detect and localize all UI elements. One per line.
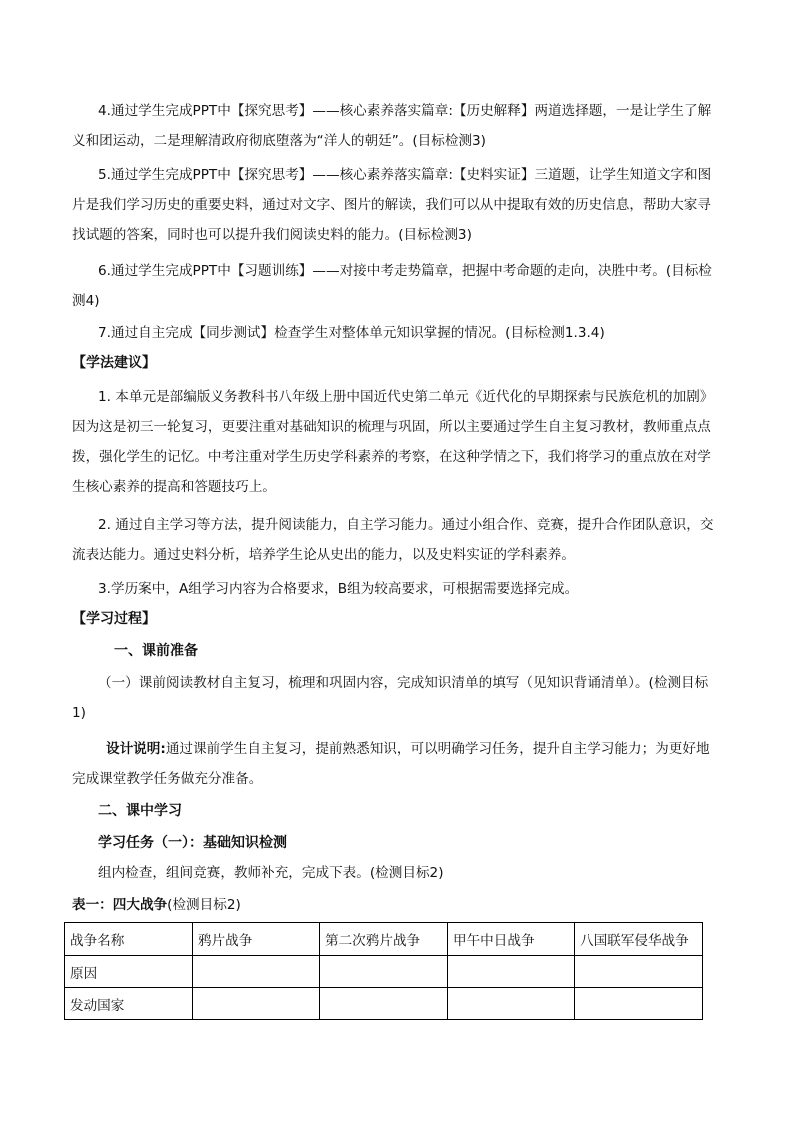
header-cell: 甲午中日战争 xyxy=(448,923,575,956)
learning-process-heading: 【学习过程】 xyxy=(72,611,156,627)
table-caption-title: 表一：四大战争 xyxy=(72,897,168,913)
header-cell: 战争名称 xyxy=(65,923,193,956)
blank-answer-cell[interactable] xyxy=(448,988,575,1020)
paragraph-objective-5: 5.通过学生完成PPT中【探究思考】——核心素养落实篇章:【史料实证】三道题，让学生知道文字和图片是我们学习历史的重要史料，通过对文字、图片的解读，我们可以从中提取有效的历史信息，帮助大家寻找试题的答案，同时也可以提升我们阅读史料的能力。(目标检测3) xyxy=(72,167,712,243)
paragraph-objective-6: 6.通过学生完成PPT中【习题训练】——对接中考走势篇章，把握中考命题的走向，决胜中考。(目标检测4) xyxy=(72,263,712,309)
table-caption xyxy=(72,890,241,920)
section-pre-class-title: 一、课前准备 xyxy=(114,643,198,659)
header-cell: 第二次鸦片战争 xyxy=(320,923,448,956)
table-row xyxy=(65,988,703,1020)
study-advice-heading: 【学法建议】 xyxy=(72,355,156,371)
blank-answer-cell[interactable] xyxy=(320,956,448,988)
study-advice-item-2: 2. 通过自主学习等方法，提升阅读能力，自主学习能力。通过小组合作、竞赛，提升合作团队意识，交流表达能力。通过史料分析，培养学生论从史出的能力，以及史料实证的学科素养。 xyxy=(72,517,714,563)
header-cell: 鸦片战争 xyxy=(193,923,320,956)
blank-answer-cell[interactable] xyxy=(448,956,575,988)
section-pre-class-text: （一）课前阅读教材自主复习，梳理和巩固内容，完成知识清单的填写（见知识背诵清单）。(检测目标1) xyxy=(72,675,709,721)
task-1-title: 学习任务（一）：基础知识检测 xyxy=(98,835,287,851)
study-advice-item-3: 3.学历案中，A组学习内容为合格要求，B组为较高要求，可根据需要选择完成。 xyxy=(98,581,579,597)
section-in-class-title: 二、课中学习 xyxy=(98,803,182,819)
design-note-text: 通过课前学生自主复习，提前熟悉知识，可以明确学习任务，提升自主学习能力；为更好地完成课堂教学任务做充分准备。 xyxy=(72,741,710,787)
header-cell: 八国联军侵华战争 xyxy=(575,923,703,956)
blank-answer-cell[interactable] xyxy=(193,988,320,1020)
row-label-cell: 发动国家 xyxy=(65,988,193,1020)
blank-answer-cell[interactable] xyxy=(320,988,448,1020)
study-advice-item-1: 1. 本单元是部编版义务教科书八年级上册中国近代史第二单元《近代化的早期探索与民族危机的加剧》因为这是初三一轮复习，更要注重对基础知识的梳理与巩固，所以主要通过学生自主复习教材，教师重点点拨，强化学生的记忆。中考注重对学生历史学科素养的考察，在这种学情之下，我们将学习的重点放在对学生核心素养的提高和答题技巧上。 xyxy=(72,389,714,495)
blank-answer-cell[interactable] xyxy=(193,956,320,988)
table-caption-note: (检测目标2) xyxy=(167,897,241,913)
design-note xyxy=(72,734,722,794)
blank-answer-cell[interactable] xyxy=(575,988,703,1020)
paragraph-objective-4: 4.通过学生完成PPT中【探究思考】——核心素养落实篇章:【历史解释】两道选择题，一是让学生了解义和团运动，二是理解清政府彻底堕落为“洋人的朝廷”。(目标检测3) xyxy=(72,103,712,149)
row-label-cell: 原因 xyxy=(65,956,193,988)
table-header-row xyxy=(65,923,703,956)
blank-answer-cell[interactable] xyxy=(575,956,703,988)
design-note-label: 设计说明: xyxy=(106,741,166,757)
paragraph-objective-7: 7.通过自主完成【同步测试】检查学生对整体单元知识掌握的情况。(目标检测1.3.4) xyxy=(98,325,605,341)
task-1-instructions: 组内检查，组间竞赛，教师补充，完成下表。(检测目标2) xyxy=(98,865,444,881)
table-row xyxy=(65,956,703,988)
four-wars-table xyxy=(64,922,703,1020)
